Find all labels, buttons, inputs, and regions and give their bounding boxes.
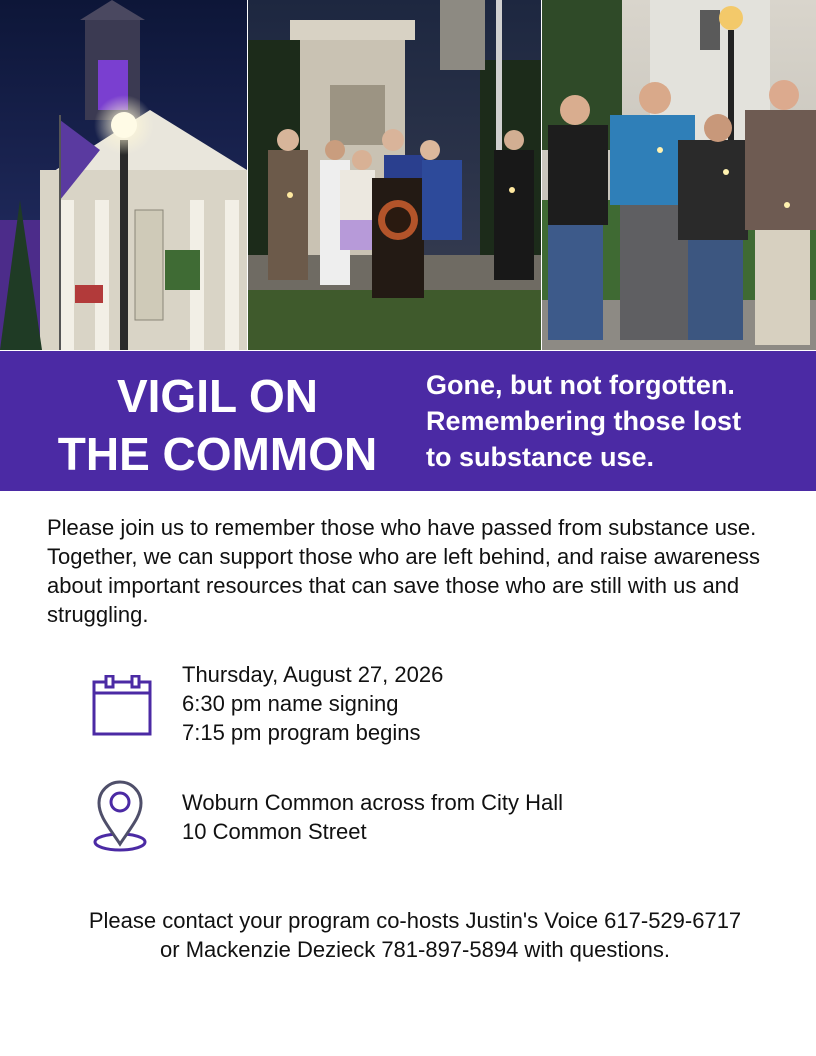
photo-collage: [0, 0, 816, 350]
tagline: [426, 367, 806, 475]
photo-men-candles: [542, 0, 816, 350]
event-location: [182, 788, 742, 846]
event-title: [30, 367, 405, 483]
event-title-line2: THE COMMON: [57, 428, 378, 480]
location-address: 10 Common Street: [182, 819, 367, 844]
event-title-line1: VIGIL ON: [116, 370, 319, 422]
tagline-line2: Remembering those lost: [426, 406, 742, 436]
photo-city-hall: [0, 0, 247, 350]
title-banner: [0, 351, 816, 491]
location-name: Woburn Common across from City Hall: [182, 790, 564, 815]
contact-line2: or Mackenzie Dezieck 781-897-5894 with questions.: [160, 937, 670, 962]
program-start-time: 7:15 pm program begins: [182, 720, 421, 745]
location-pin-icon: [90, 780, 150, 859]
event-date: Thursday, August 27, 2026: [182, 662, 444, 687]
contact-line1: Please contact your program co-hosts Justin's Voice 617-529-6717: [88, 908, 742, 933]
tagline-line1: Gone, but not forgotten.: [426, 370, 735, 400]
tagline-line3: to substance use.: [426, 442, 655, 472]
intro-paragraph: Please join us to remember those who have passed from substance use. Together, we can support those who are left behind, and raise awareness about important resources that can save those who are still with us and struggling.: [47, 515, 761, 627]
name-signing-time: 6:30 pm name signing: [182, 691, 399, 716]
contact-info: [20, 906, 810, 964]
calendar-icon: [92, 675, 154, 742]
photo-podium-speakers: [248, 0, 541, 350]
event-schedule: [182, 660, 742, 747]
